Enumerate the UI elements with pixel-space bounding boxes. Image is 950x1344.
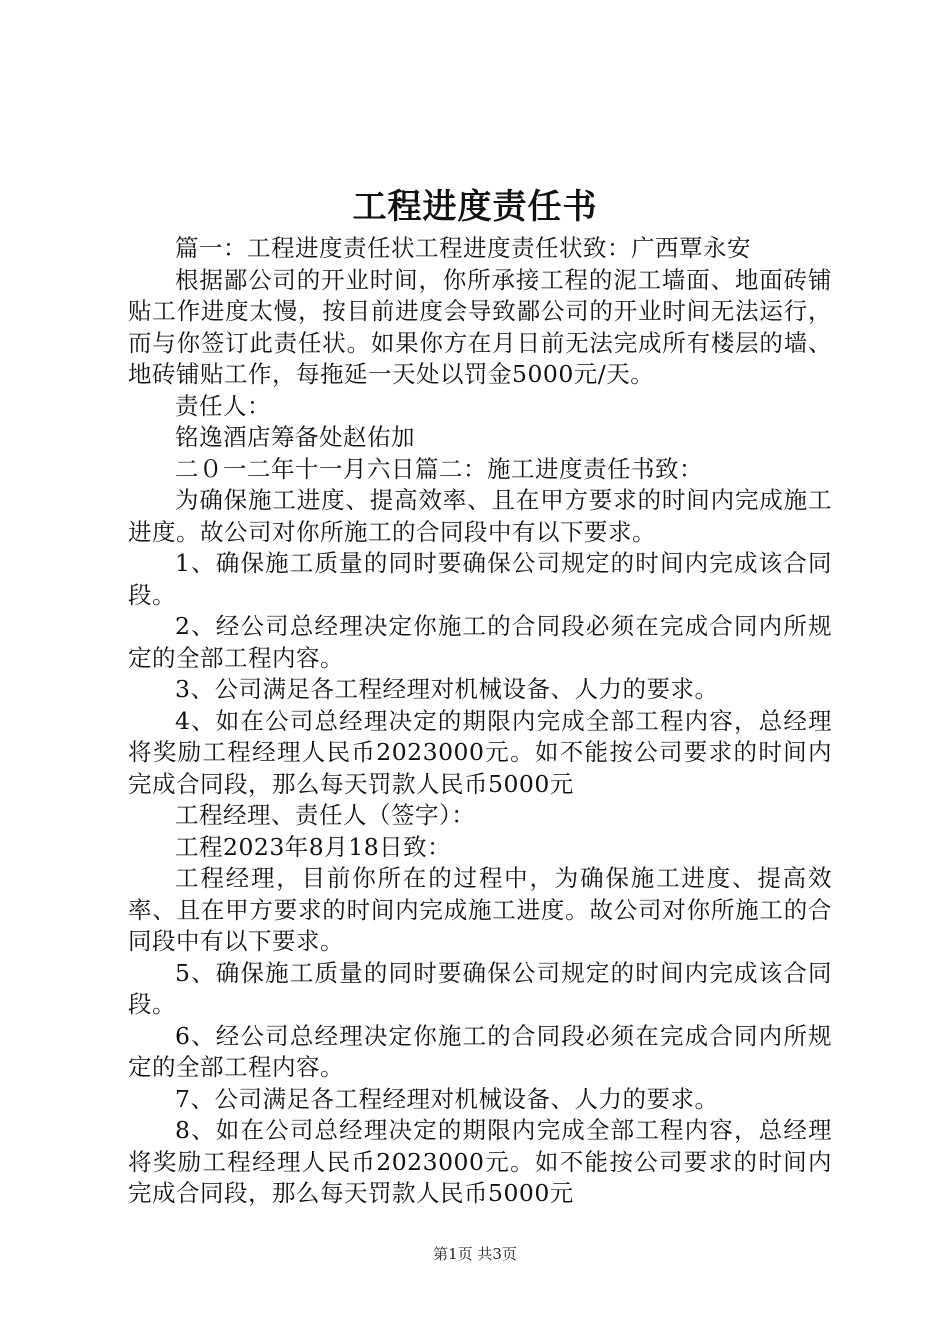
paragraph-date: 二０一二年十一月六日篇二：施工进度责任书致： [175,454,703,483]
paragraph-signature: 工程经理、责任人（签字）： [175,801,476,829]
list-item: 5、确保施工质量的同时要确保公司规定的时间内完成该合同段。 [128,958,832,1018]
document-title: 工程进度责任书 [352,187,598,227]
list-item: 6、经公司总经理决定你施工的合同段必须在完成合同内所规定的全部工程内容。 [128,1021,832,1081]
paragraph: 工程经理，目前你所在的过程中，为确保施工进度、提高效率、且在甲方要求的时间内完成施工进度。故公司对你所施工的合同段中有以下要求。 [128,864,832,955]
paragraph: 根据鄙公司的开业时间，你所承接工程的泥工墙面、地面砖铺贴工作进度太慢，按目前进度会导致鄙公司的开业时间无法运行，而与你签订此责任状。如果你方在月日前无法完成所有楼层的墙、地砖铺贴工作，每拖延一天处以罚金5000元/天。 [128,265,832,388]
paragraph-signer: 铭逸酒店筹备处赵佑加 [175,423,415,451]
list-item: 3、公司满足各工程经理对机械设备、人力的要求。 [175,675,719,703]
list-item: 1、确保施工质量的同时要确保公司规定的时间内完成该合同段。 [128,549,832,609]
paragraph-intro: 篇一：工程进度责任状工程进度责任状致：广西覃永安 [175,234,751,262]
document-body [128,233,832,1210]
list-item: 2、经公司总经理决定你施工的合同段必须在完成合同内所规定的全部工程内容。 [128,612,832,672]
page-number-footer: 第1页 共3页 [433,1245,517,1263]
list-item: 8、如在公司总经理决定的期限内完成全部工程内容，总经理将奖励工程经理人民币2023000元。如不能按公司要求的时间内完成合同段，那么每天罚款人民币5000元 [128,1116,832,1207]
list-item: 4、如在公司总经理决定的期限内完成全部工程内容，总经理将奖励工程经理人民币2023000元。如不能按公司要求的时间内完成合同段，那么每天罚款人民币5000元 [128,706,832,798]
paragraph-date: 工程2023年8月18日致： [175,832,452,861]
paragraph: 为确保施工进度、提高效率、且在甲方要求的时间内完成施工进度。故公司对你所施工的合同段中有以下要求。 [128,486,832,546]
paragraph-responsible: 责任人： [175,391,271,420]
list-item: 7、公司满足各工程经理对机械设备、人力的要求。 [175,1084,719,1113]
